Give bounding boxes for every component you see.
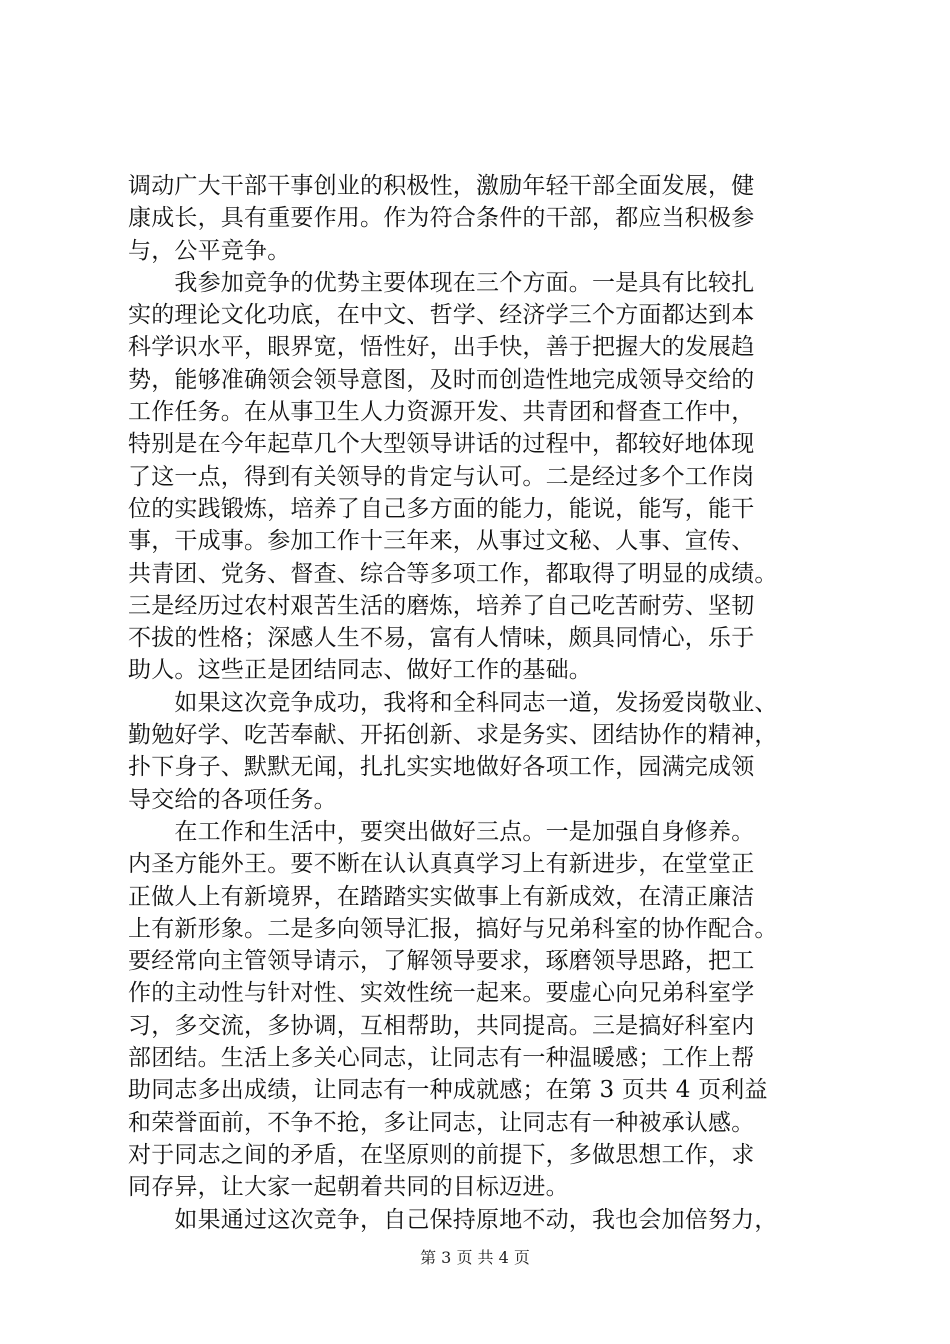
text-line: 扑下身子、默默无闻，扎扎实实地做好各项工作，园满完成领 [128, 754, 755, 781]
text-line: 位的实践锻炼，培养了自己多方面的能力，能说，能写，能干 [128, 495, 755, 522]
text-line: 部团结。生活上多关心同志，让同志有一种温暖感；工作上帮 [128, 1045, 755, 1072]
text-line: 我参加竞争的优势主要体现在三个方面。一是具有比较扎 [128, 269, 755, 296]
text-line: 导交给的各项任务。 [128, 786, 337, 813]
text-line: 了这一点，得到有关领导的肯定与认可。二是经过多个工作岗 [128, 463, 755, 490]
text-line: 内圣方能外王。要不断在认认真真学习上有新进步，在堂堂正 [128, 851, 755, 878]
text-line: 调动广大干部干事创业的积极性，激励年轻干部全面发展，健 [128, 173, 755, 199]
page-number-footer: 第 3 页 共 4 页 [420, 1248, 530, 1267]
text-line: 要经常向主管领导请示，了解领导要求，琢磨领导思路，把工 [128, 948, 755, 975]
text-line: 勤勉好学、吃苦奉献、开拓创新、求是务实、团结协作的精神， [128, 722, 778, 749]
text-line: 和荣誉面前，不争不抢，多让同志，让同志有一种被承认感。 [128, 1109, 755, 1136]
text-line: 三是经历过农村艰苦生活的磨炼，培养了自己吃苦耐劳、坚韧 [128, 592, 755, 619]
text-line: 实的理论文化功底，在中文、哲学、经济学三个方面都达到本 [128, 302, 755, 329]
text-line: 助同志多出成绩，让同志有一种成就感；在第 3 页共 4 页利益 [128, 1077, 768, 1104]
text-line: 上有新形象。二是多向领导汇报，搞好与兄弟科室的协作配合。 [128, 915, 778, 942]
text-line: 事，干成事。参加工作十三年来，从事过文秘、人事、宣传、 [128, 528, 755, 555]
text-line: 正做人上有新境界，在踏踏实实做事上有新成效，在清正廉洁 [128, 883, 755, 910]
text-line: 康成长，具有重要作用。作为符合条件的干部，都应当积极参 [128, 205, 755, 232]
text-line: 习，多交流，多协调，互相帮助，共同提高。三是搞好科室内 [128, 1012, 755, 1039]
text-line: 如果通过这次竞争，自己保持原地不动，我也会加倍努力， [128, 1206, 778, 1233]
text-line: 工作任务。在从事卫生人力资源开发、共青团和督查工作中， [128, 399, 755, 426]
text-line: 与，公平竞争。 [128, 237, 291, 264]
text-line: 对于同志之间的矛盾，在坚原则的前提下，多做思想工作，求 [128, 1141, 755, 1168]
text-line: 如果这次竞争成功，我将和全科同志一道，发扬爱岗敬业、 [128, 689, 778, 716]
text-line: 不拔的性格；深感人生不易，富有人情味，颇具同情心，乐于 [128, 625, 755, 652]
text-line: 助人。这些正是团结同志、做好工作的基础。 [128, 657, 592, 684]
text-line: 作的主动性与针对性、实效性统一起来。要虚心向兄弟科室学 [128, 980, 755, 1007]
text-line: 特别是在今年起草几个大型领导讲话的过程中，都较好地体现 [128, 431, 755, 458]
body-text [128, 170, 828, 1236]
text-line: 共青团、党务、督查、综合等多项工作，都取得了明显的成绩。 [128, 560, 778, 587]
text-line: 科学识水平，眼界宽，悟性好，出手快，善于把握大的发展趋 [128, 334, 755, 361]
text-line: 同存异，让大家一起朝着共同的目标迈进。 [128, 1174, 569, 1201]
text-line: 在工作和生活中，要突出做好三点。一是加强自身修养。 [128, 818, 755, 845]
text-line: 势，能够准确领会领导意图，及时而创造性地完成领导交给的 [128, 366, 755, 393]
